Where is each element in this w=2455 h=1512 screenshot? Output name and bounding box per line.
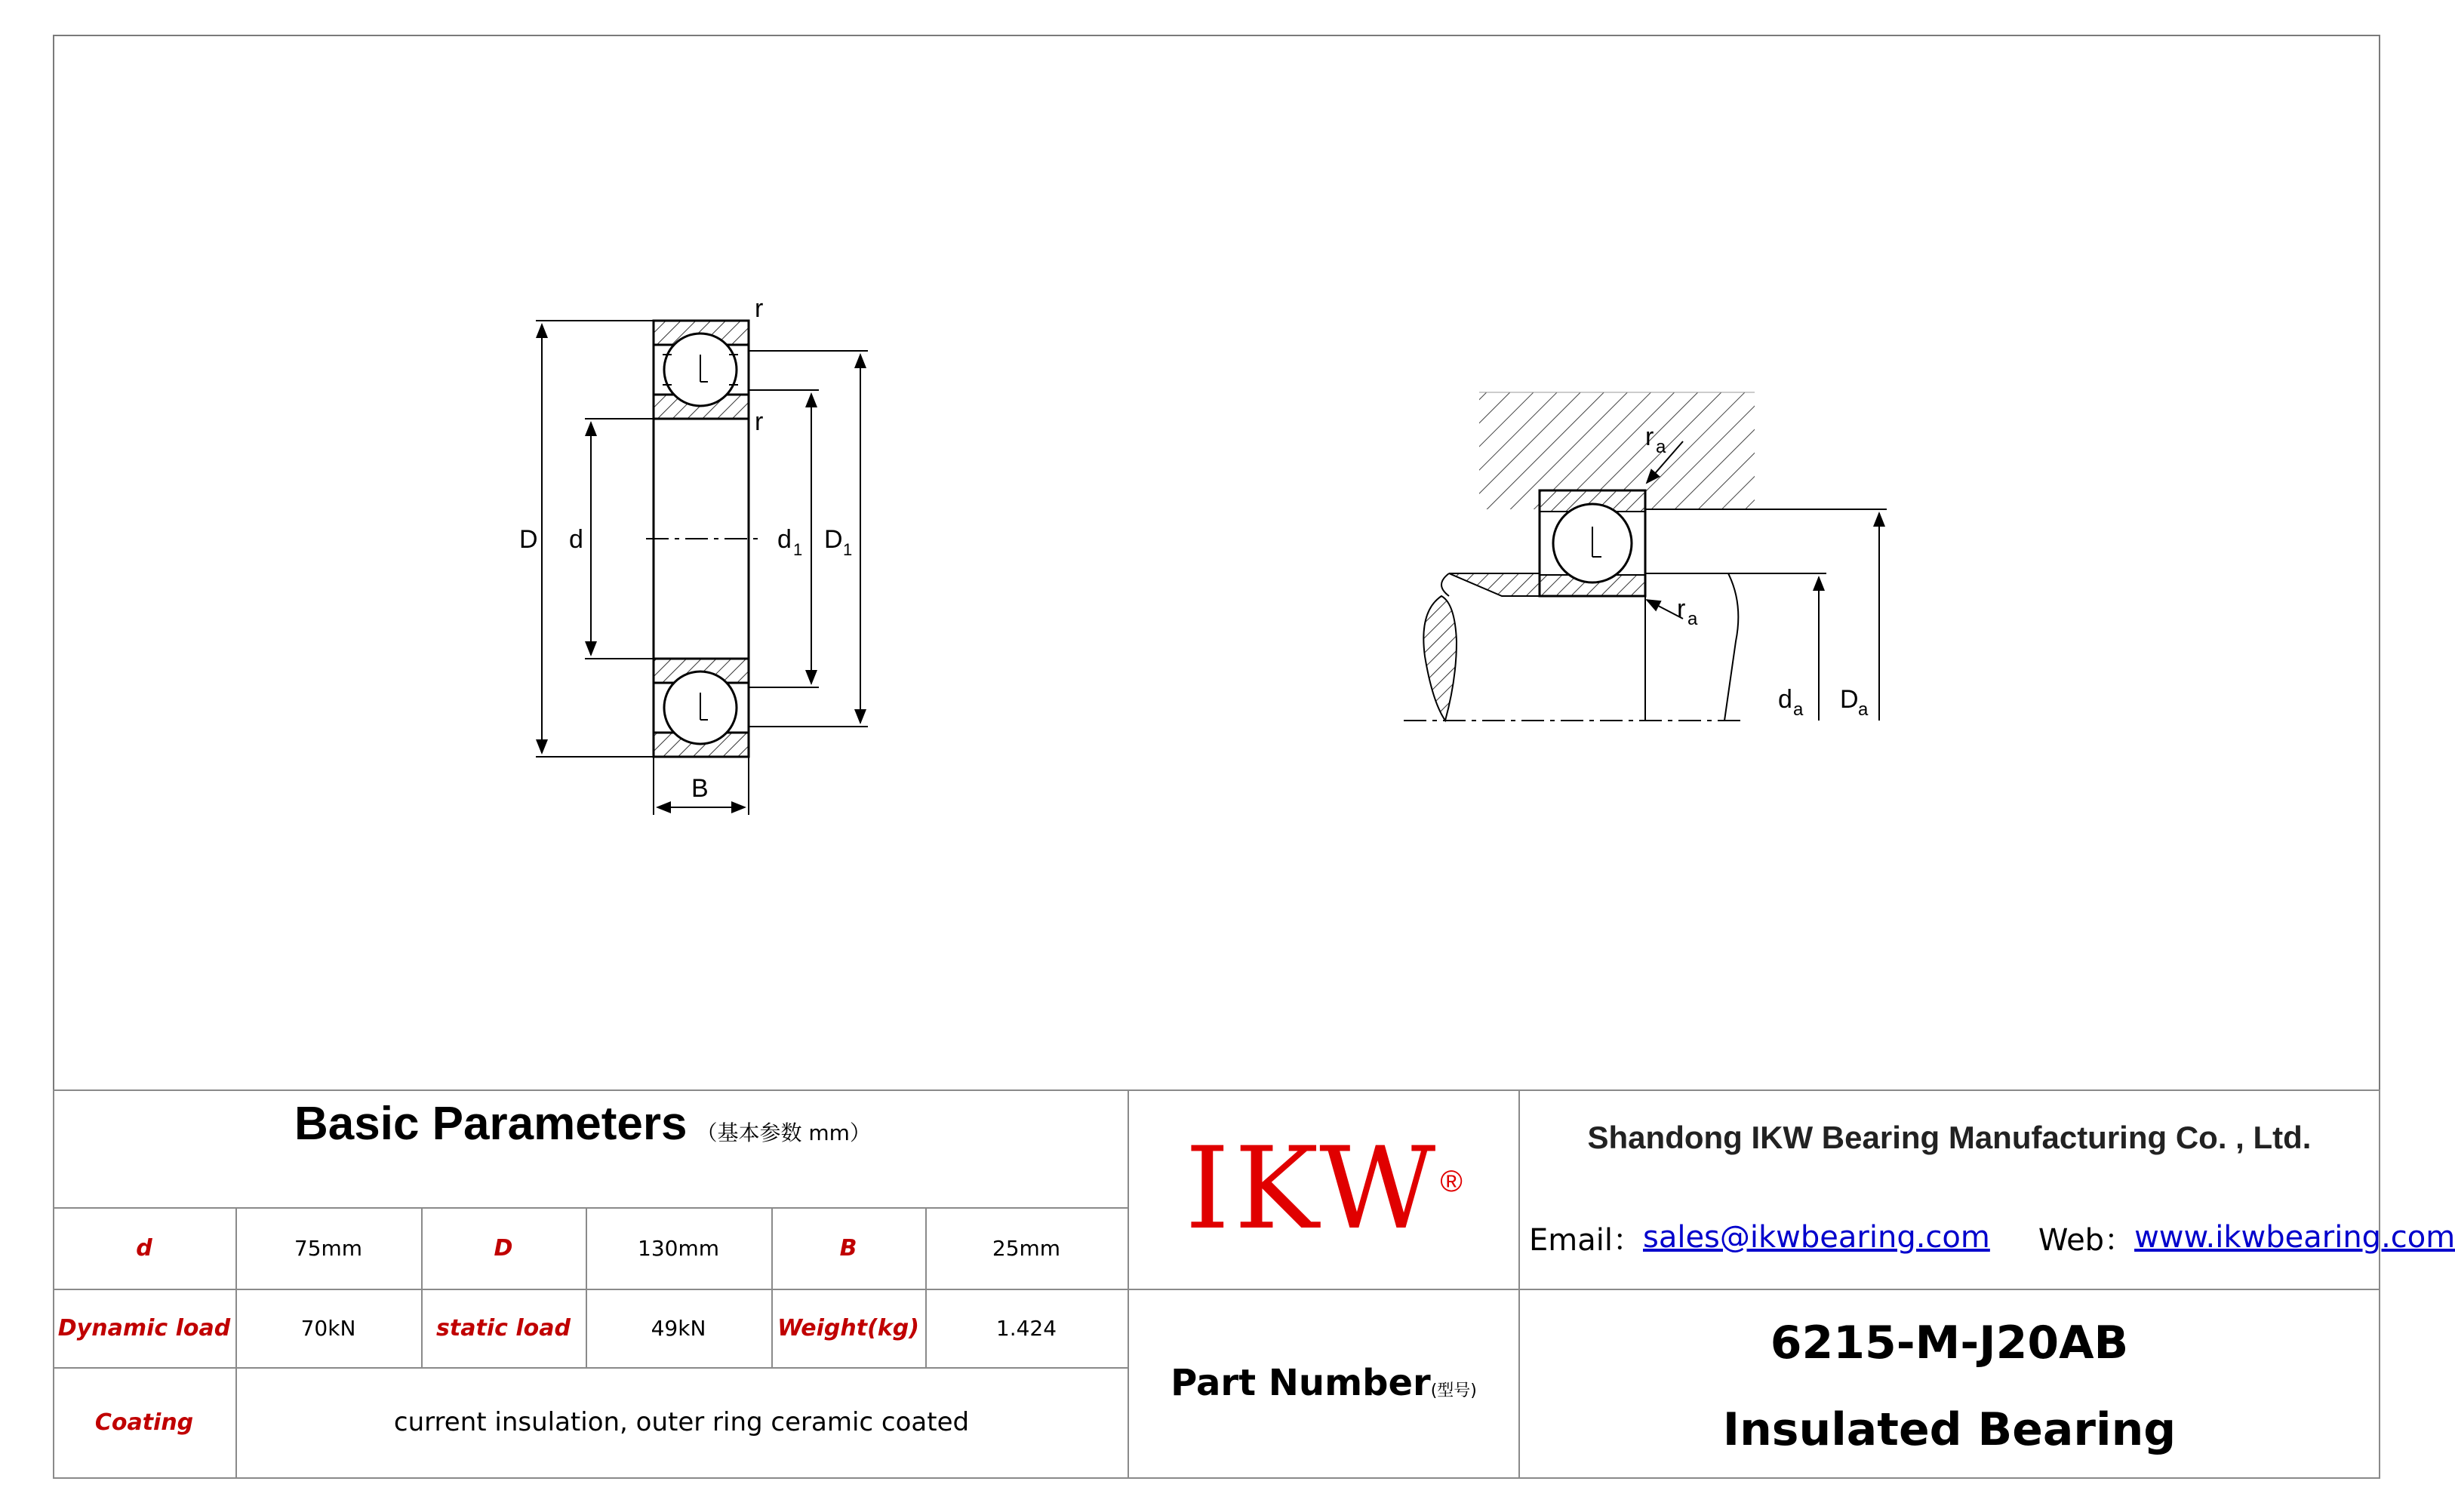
bearing-type: Insulated Bearing xyxy=(1722,1403,2177,1456)
part-number-value: 6215-M-J20AB xyxy=(1770,1317,2129,1369)
param-label-B: B xyxy=(839,1234,857,1262)
label-r-mid: r xyxy=(755,407,764,436)
part-number-label: Part Number xyxy=(1171,1362,1431,1404)
logo-text: IKW xyxy=(1185,1123,1441,1255)
label-Da: D xyxy=(1840,685,1859,714)
label-ra-bottom: r xyxy=(1677,595,1686,623)
param-value-dynamic-load: 70kN xyxy=(300,1315,356,1341)
label-d: d xyxy=(569,525,583,554)
param-value-D: 130mm xyxy=(638,1235,719,1261)
label-r-top: r xyxy=(755,294,764,323)
basic-parameters-subtitle: （基本参数 mm） xyxy=(696,1120,871,1145)
label-ra-top-sub: a xyxy=(1656,437,1666,457)
email-link[interactable]: sales@ikwbearing.com xyxy=(1642,1220,1990,1255)
basic-parameters-header xyxy=(53,1089,1129,1157)
label-B: B xyxy=(691,774,709,803)
web-link[interactable]: www.ikwbearing.com xyxy=(2134,1220,2455,1255)
label-D1: D xyxy=(824,525,843,554)
table-rule xyxy=(53,1477,2380,1479)
param-label-d: d xyxy=(136,1234,152,1262)
label-d1: d xyxy=(777,525,792,554)
param-value-B: 25mm xyxy=(992,1235,1061,1261)
title-block xyxy=(53,1089,2455,1479)
web-label: Web： xyxy=(2038,1222,2135,1258)
label-da-sub: a xyxy=(1793,699,1804,720)
company-name xyxy=(1520,1089,2379,1186)
label-Da-sub: a xyxy=(1858,699,1869,720)
param-label-D: D xyxy=(494,1234,513,1262)
param-value-coating: current insulation, outer ring ceramic coated xyxy=(393,1407,970,1437)
basic-parameters-title: Basic Parameters xyxy=(294,1097,688,1150)
part-number-label-cn: (型号) xyxy=(1430,1381,1477,1400)
param-label-coating: Coating xyxy=(94,1409,194,1436)
company-name-text: Shandong IKW Bearing Manufacturing Co. , Ltd. xyxy=(1587,1120,2312,1155)
param-value-weight: 1.424 xyxy=(995,1315,1057,1341)
param-label-static-load: static load xyxy=(436,1314,571,1341)
param-label-dynamic-load: Dynamic load xyxy=(57,1314,231,1341)
part-number-label-cell xyxy=(1129,1289,1518,1477)
contact-row xyxy=(1520,1186,2455,1289)
ikw-logo xyxy=(1129,1089,1518,1289)
registered-mark: ® xyxy=(1440,1164,1463,1198)
param-value-d: 75mm xyxy=(294,1235,363,1261)
label-ra-bottom-sub: a xyxy=(1687,609,1698,629)
label-D: D xyxy=(519,525,538,554)
param-label-weight: Weight(kg) xyxy=(777,1314,919,1341)
table-rule xyxy=(2379,1089,2380,1479)
label-da: d xyxy=(1778,685,1792,714)
label-D1-sub: 1 xyxy=(843,540,853,559)
label-ra-top: r xyxy=(1645,423,1654,451)
email-label: Email： xyxy=(1529,1222,1643,1258)
bearing-section-drawing xyxy=(646,321,758,757)
label-d1-sub: 1 xyxy=(793,540,803,559)
param-value-static-load: 49kN xyxy=(651,1315,706,1341)
